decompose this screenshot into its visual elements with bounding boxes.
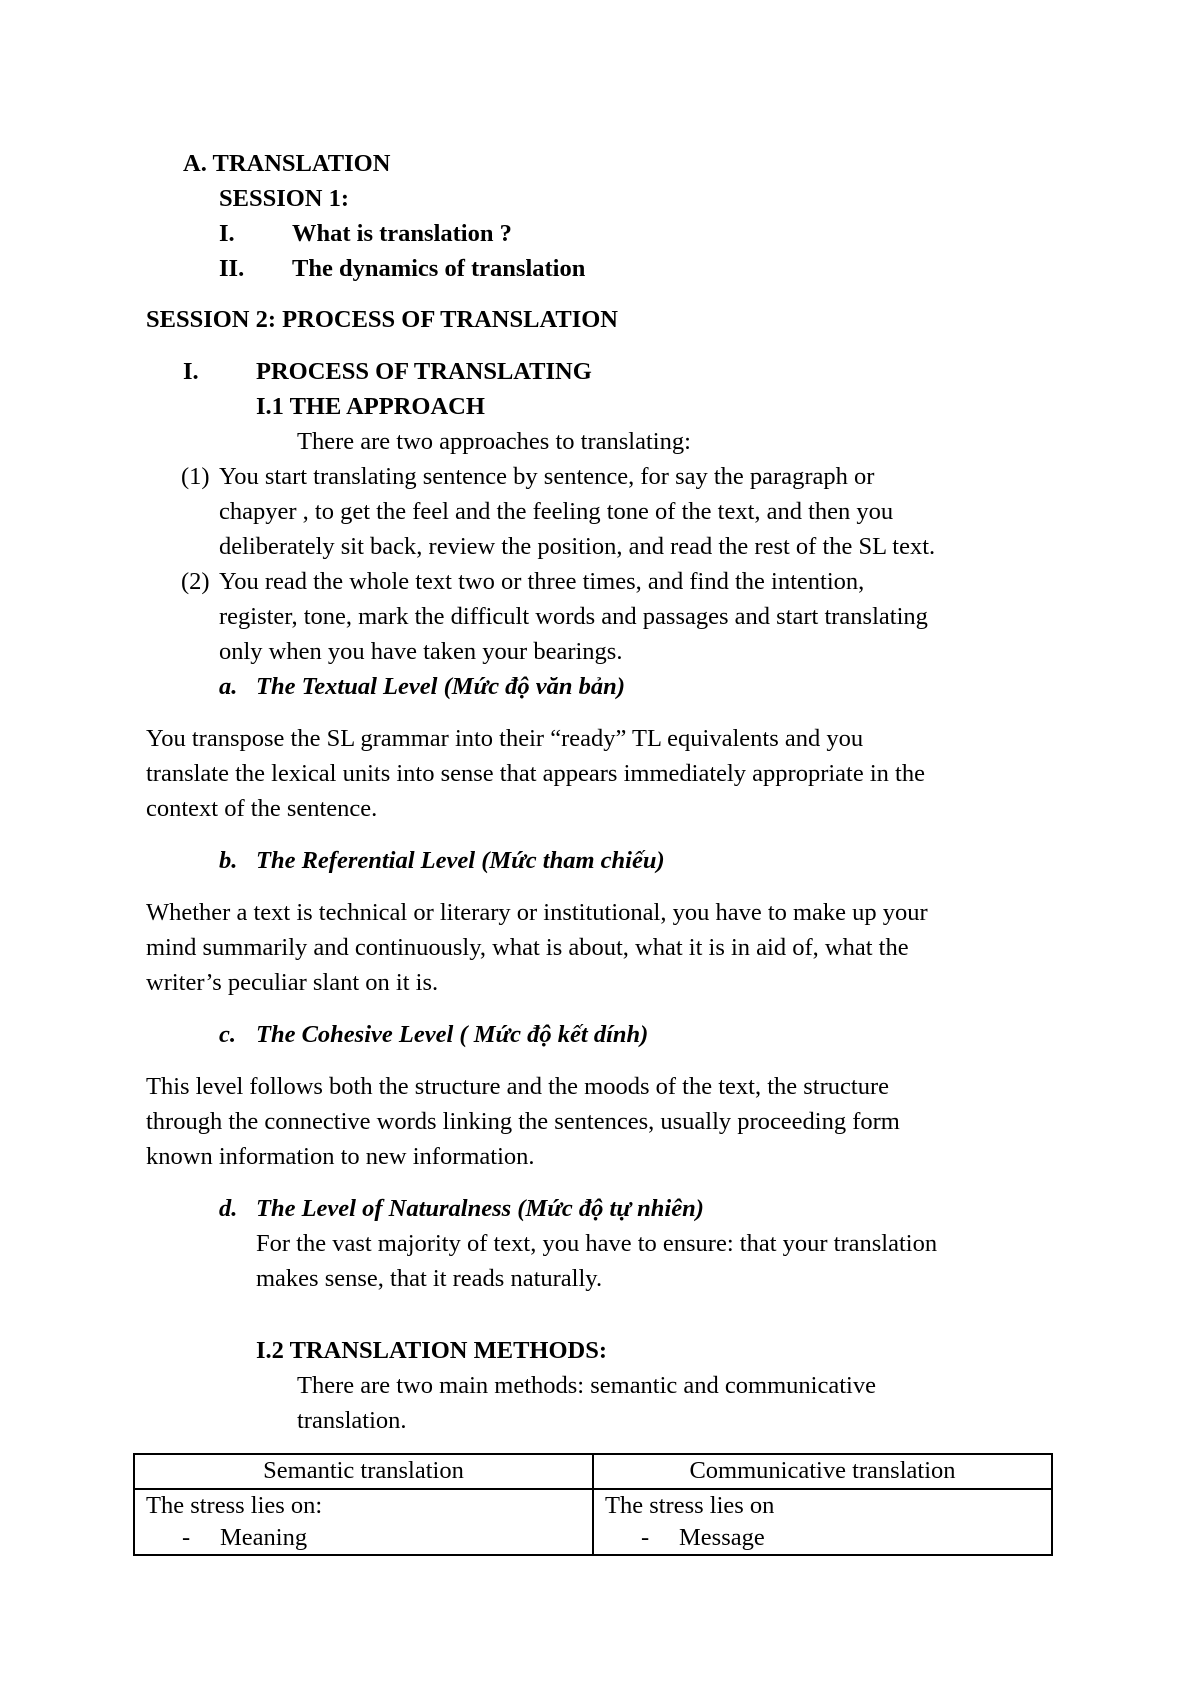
semantic-stress-intro: The stress lies on: bbox=[146, 1492, 323, 1519]
table-header-row bbox=[134, 1454, 1052, 1489]
level-b-title: The Referential Level (Mức tham chiếu) bbox=[256, 847, 665, 874]
communicative-bullet-item bbox=[605, 1522, 1040, 1554]
approach-item-2-line-1: You read the whole text two or three times, and find the intention, bbox=[219, 568, 865, 595]
level-b-line-2: mind summarily and continuously, what is about, what it is in aid of, what the bbox=[146, 934, 909, 961]
level-a-line-2: translate the lexical units into sense that appears immediately appropriate in the bbox=[146, 760, 925, 787]
session-1-item-2: The dynamics of translation bbox=[292, 255, 586, 282]
level-b-label: b. bbox=[219, 847, 238, 874]
level-c-line-2: through the connective words linking the sentences, usually proceeding form bbox=[146, 1108, 900, 1135]
approach-item-2-line-3: only when you have taken your bearings. bbox=[219, 638, 623, 665]
table-header-communicative: Communicative translation bbox=[593, 1454, 1052, 1489]
level-d-line-1: For the vast majority of text, you have to ensure: that your translation bbox=[256, 1230, 938, 1257]
methods-intro-line-1: There are two main methods: semantic and communicative bbox=[297, 1372, 876, 1399]
level-b-line-1: Whether a text is technical or literary or institutional, you have to make up your bbox=[146, 899, 928, 926]
session-1-item-1: What is translation ? bbox=[292, 220, 512, 247]
approach-heading: I.1 THE APPROACH bbox=[256, 393, 485, 420]
session-1-item-1-number: I. bbox=[219, 220, 235, 247]
approach-item-2-number: (2) bbox=[181, 568, 210, 595]
table-cell-semantic bbox=[134, 1489, 593, 1555]
table-cell-communicative bbox=[593, 1489, 1052, 1555]
process-heading: PROCESS OF TRANSLATING bbox=[256, 358, 592, 385]
methods-comparison-table bbox=[133, 1453, 1053, 1556]
methods-intro-line-2: translation. bbox=[297, 1407, 407, 1434]
semantic-bullet-item bbox=[146, 1522, 581, 1554]
level-a-title: The Textual Level (Mức độ văn bản) bbox=[256, 673, 625, 700]
bullet-dash: - bbox=[182, 1524, 191, 1551]
level-c-line-1: This level follows both the structure and the moods of the text, the structure bbox=[146, 1073, 889, 1100]
approach-item-1-line-2: chapyer , to get the feel and the feeling tone of the text, and then you bbox=[219, 498, 894, 525]
level-c-line-3: known information to new information. bbox=[146, 1143, 535, 1170]
approach-intro: There are two approaches to translating: bbox=[297, 428, 691, 455]
level-d-label: d. bbox=[219, 1195, 238, 1222]
semantic-bullet-text: Meaning bbox=[220, 1524, 308, 1551]
level-b-line-3: writer’s peculiar slant on it is. bbox=[146, 969, 439, 996]
process-heading-number: I. bbox=[183, 358, 199, 385]
level-c-title: The Cohesive Level ( Mức độ kết dính) bbox=[256, 1021, 649, 1048]
bullet-dash: - bbox=[641, 1524, 650, 1551]
level-d-line-2: makes sense, that it reads naturally. bbox=[256, 1265, 603, 1292]
level-a-line-1: You transpose the SL grammar into their “ready” TL equivalents and you bbox=[146, 725, 864, 752]
level-a-label: a. bbox=[219, 673, 238, 700]
section-heading-a: A. TRANSLATION bbox=[183, 150, 391, 177]
level-d-title: The Level of Naturalness (Mức độ tự nhiên) bbox=[256, 1195, 704, 1222]
communicative-stress-intro: The stress lies on bbox=[605, 1492, 775, 1519]
session-1-heading: SESSION 1: bbox=[219, 185, 350, 212]
approach-item-2-line-2: register, tone, mark the difficult words and passages and start translating bbox=[219, 603, 928, 630]
approach-item-1-line-3: deliberately sit back, review the position, and read the rest of the SL text. bbox=[219, 533, 936, 560]
methods-heading: I.2 TRANSLATION METHODS: bbox=[256, 1337, 608, 1364]
level-a-line-3: context of the sentence. bbox=[146, 795, 378, 822]
level-c-label: c. bbox=[219, 1021, 236, 1048]
session-2-heading: SESSION 2: PROCESS OF TRANSLATION bbox=[146, 306, 618, 333]
communicative-bullet-text: Message bbox=[679, 1524, 765, 1551]
approach-item-1-number: (1) bbox=[181, 463, 210, 490]
table-row bbox=[134, 1489, 1052, 1555]
session-1-item-2-number: II. bbox=[219, 255, 245, 282]
approach-item-1-line-1: You start translating sentence by sentence, for say the paragraph or bbox=[219, 463, 875, 490]
table-header-semantic: Semantic translation bbox=[134, 1454, 593, 1489]
